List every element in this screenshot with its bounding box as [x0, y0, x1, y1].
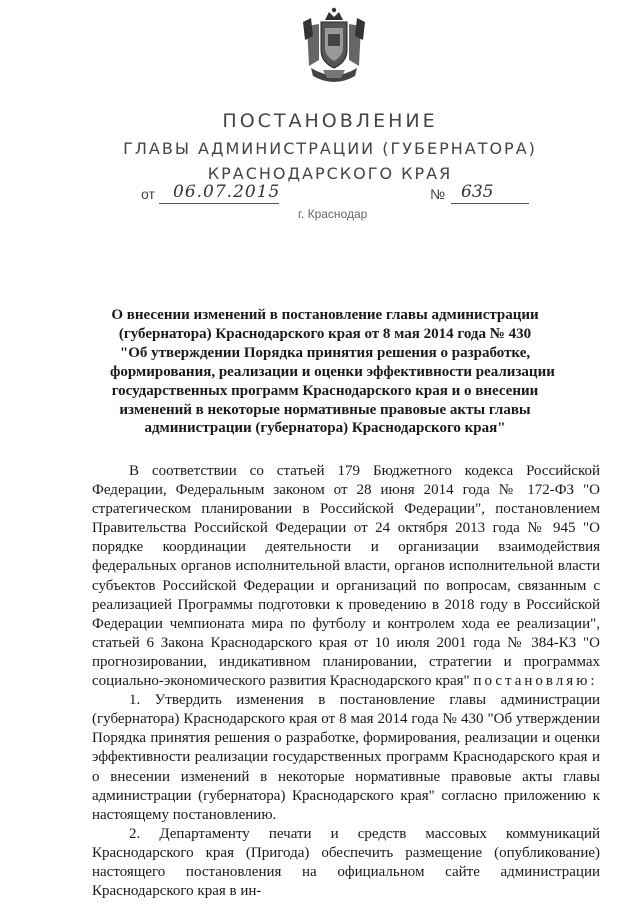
coat-of-arms-emblem [301, 6, 367, 88]
number-label: № [430, 186, 446, 202]
title-line: формирования, реализации и оценки эффективности реализации [110, 363, 555, 380]
document-type-heading: ПОСТАНОВЛЕНИЕ [222, 110, 438, 132]
date-label: от [141, 186, 155, 202]
region-heading: КРАСНОДАРСКОГО КРАЯ [207, 164, 453, 183]
title-line: "Об утверждении Порядка принятия решения о разработке, [119, 344, 531, 361]
title-line: администрации (губернатора) Краснодарского края" [144, 420, 506, 437]
resolve-word: постановляю: [473, 673, 598, 690]
item-2-paragraph: 2. Департаменту печати и средств массовых коммуникаций Краснодарского края (Пригода) обеспечить размещение (опубликование) настоящего постановления на официальном сайте администрации Краснодарского края в ин- [92, 825, 600, 900]
issuer-heading: ГЛАВЫ АДМИНИСТРАЦИИ (ГУБЕРНАТОРА) [123, 139, 537, 158]
city-label: г. Краснодар [298, 207, 368, 221]
number-value: 635 [451, 182, 529, 204]
title-line: (губернатора) Краснодарского края от 8 мая 2014 года № 430 [118, 325, 532, 342]
title-line: О внесении изменений в постановление главы администрации [111, 307, 539, 323]
document-title [110, 306, 555, 438]
preamble-text: В соответствии со статьей 179 Бюджетного кодекса Российской Федерации, Федеральным законом от 28 июня 2014 года № 172-ФЗ "О стратегическом планировании в Российской Федерации", постановлением Правительства Российской Федерации от 24 октября 2013 года № 945 "О порядке координации деятельности и организации взаимодействия федеральных органов исполнительной власти, органов исполнительной власти субъектов Российской Федерации и организаций по вопросам, связанным с реализацией Программы подготовки к проведению в 2018 году в Российской Федерации чемпионата мира по футболу и контролем хода ее реализации", статьей 6 Закона Краснодарского края от 10 июля 2001 года № 384-КЗ "О прогнозировании, индикативном планировании, стратегии и программах социально-экономического развития Краснодарского края" [92, 463, 600, 690]
title-line: изменений в некоторые нормативные правовые акты главы [119, 401, 531, 418]
item-1-paragraph: 1. Утвердить изменения в постановление главы администрации (губернатора) Краснодарского края от 8 мая 2014 года № 430 "Об утверждении Порядка принятия решения о разработке, формирования, реализации и оценки эффективности реализации государственных программ Краснодарского края и о внесении изменений в некоторые нормативные правовые акты главы администрации (губернатора) Краснодарского края" согласно приложению к настоящему постановлению. [92, 692, 600, 823]
document-body [92, 462, 600, 901]
date-value: 06.07.2015 [159, 182, 279, 204]
title-line: государственных программ Краснодарского края и о внесении [111, 382, 539, 399]
preamble-paragraph [92, 462, 600, 691]
